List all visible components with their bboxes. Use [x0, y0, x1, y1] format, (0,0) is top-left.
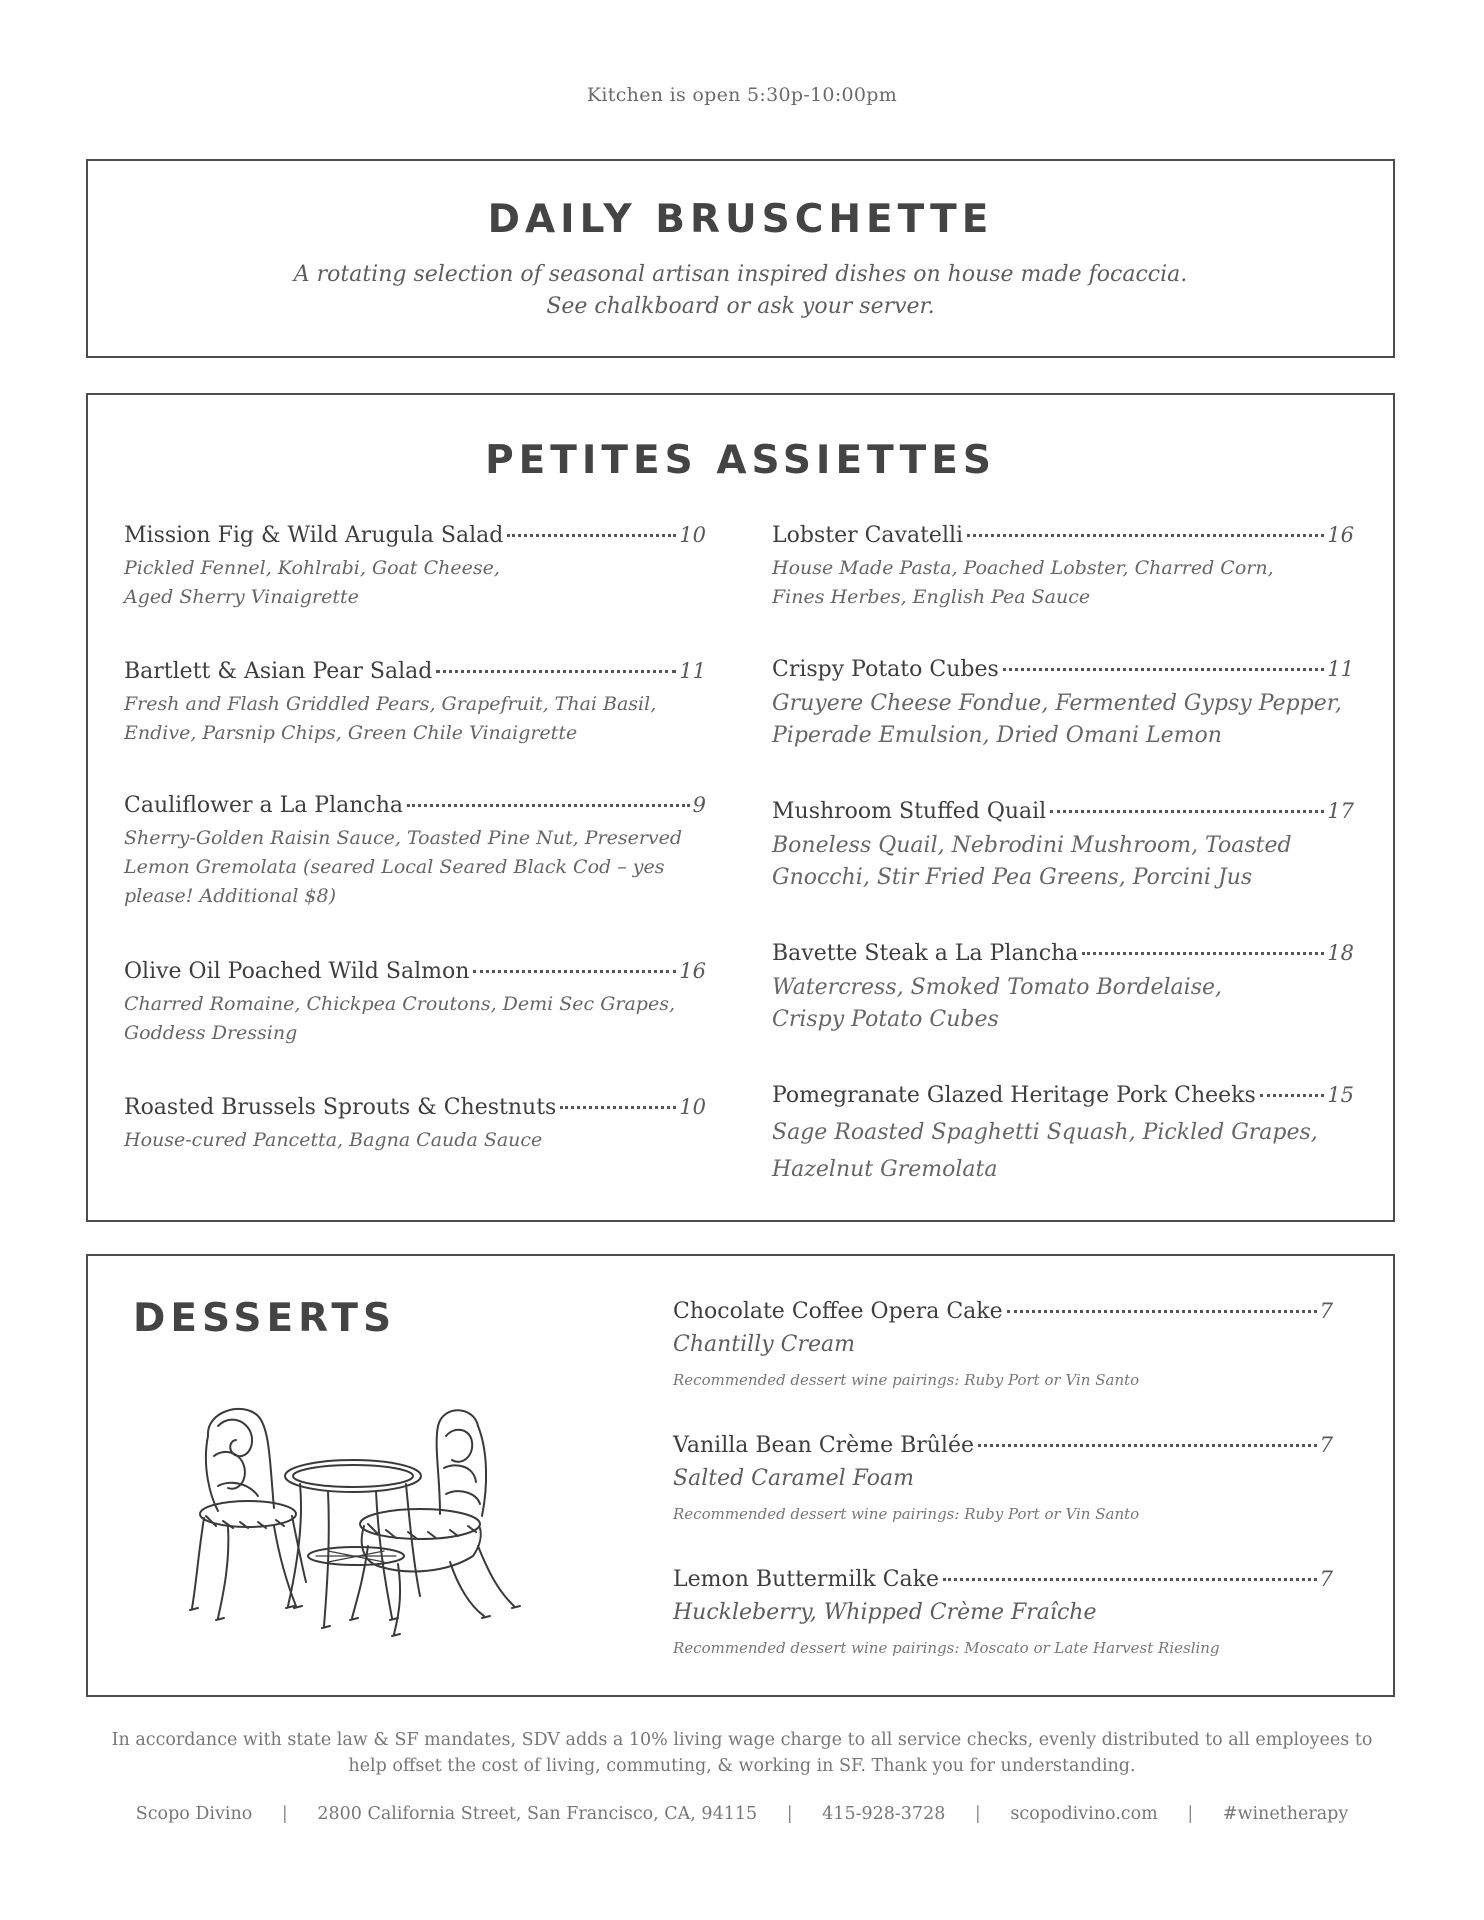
bruschette-title: DAILY BRUSCHETTE	[487, 197, 994, 242]
description-line: Aged Sherry Vinaigrette	[124, 586, 359, 608]
menu-item-price: 11	[1327, 657, 1354, 681]
menu-item-name: Cauliflower a La Plancha	[124, 793, 404, 818]
description-line: Gruyere Cheese Fondue, Fermented Gypsy Pepper,	[772, 691, 1342, 716]
contact-bar	[0, 1804, 1484, 1824]
menu-item-price: 15	[1327, 1083, 1354, 1107]
description-line: Sage Roasted Spaghetti Squash, Pickled Grapes,	[772, 1120, 1318, 1145]
menu-item	[772, 796, 1354, 894]
description-line: Boneless Quail, Nebrodini Mushroom, Toasted	[772, 833, 1292, 858]
menu-item-description	[124, 990, 706, 1048]
phone-number[interactable]: 415-928-3728	[822, 1804, 946, 1824]
note-line: help offset the cost of living, commuting, & working in SF. Thank you for understanding.	[348, 1756, 1136, 1776]
menu-item-name: Bavette Steak a La Plancha	[772, 941, 1079, 966]
menu-item-price: 9	[692, 793, 706, 817]
petites-title: PETITES ASSIETTES	[485, 438, 996, 483]
address: 2800 California Street, San Francisco, CA, 94115	[317, 1804, 758, 1824]
separator: |	[786, 1804, 793, 1824]
menu-item-description	[124, 554, 706, 612]
wine-pairing: Recommended dessert wine pairings: Moscato or Late Harvest Riesling	[673, 1639, 1220, 1657]
menu-item	[772, 520, 1354, 612]
hashtag: #winetherapy	[1222, 1804, 1349, 1824]
menu-item-price: 10	[679, 523, 706, 547]
desserts-title: DESSERTS	[133, 1296, 397, 1341]
dessert-price: 7	[1319, 1433, 1333, 1457]
menu-item-description	[124, 690, 706, 748]
leader-dots	[473, 970, 676, 973]
description-line: House-cured Pancetta, Bagna Cauda Sauce	[124, 1129, 543, 1151]
menu-item	[124, 956, 706, 1048]
menu-item-description	[124, 1126, 706, 1155]
dessert-accompaniment: Chantilly Cream	[673, 1332, 856, 1357]
menu-item-description	[772, 554, 1354, 612]
menu-item-name: Pomegranate Glazed Heritage Pork Cheeks	[772, 1083, 1256, 1108]
restaurant-name: Scopo Divino	[135, 1804, 253, 1824]
separator: |	[1187, 1804, 1194, 1824]
bruschette-section	[86, 159, 1395, 358]
bruschette-desc-line: See chalkboard or ask your server.	[546, 294, 935, 319]
dessert-name: Vanilla Bean Crème Brûlée	[673, 1433, 975, 1458]
description-line: Piperade Emulsion, Dried Omani Lemon	[772, 723, 1222, 748]
menu-item-price: 18	[1327, 941, 1354, 965]
dessert-price: 7	[1319, 1567, 1333, 1591]
desserts-section	[86, 1254, 1395, 1697]
leader-dots	[978, 1444, 1317, 1447]
menu-item-name: Bartlett & Asian Pear Salad	[124, 659, 433, 684]
description-line: Pickled Fennel, Kohlrabi, Goat Cheese,	[124, 557, 500, 579]
menu-item-description	[772, 688, 1354, 752]
leader-dots	[436, 670, 676, 673]
menu-item	[772, 654, 1354, 752]
menu-item-name: Roasted Brussels Sprouts & Chestnuts	[124, 1095, 557, 1120]
leader-dots	[1260, 1094, 1324, 1097]
wine-pairing: Recommended dessert wine pairings: Ruby Port or Vin Santo	[673, 1505, 1140, 1523]
menu-item-name: Olive Oil Poached Wild Salmon	[124, 959, 470, 984]
bruschette-desc-line: A rotating selection of seasonal artisan inspired dishes on house made focaccia.	[293, 262, 1188, 287]
menu-item-name: Crispy Potato Cubes	[772, 657, 999, 682]
bruschette-description	[88, 259, 1393, 323]
leader-dots	[1003, 668, 1324, 671]
description-line: Fines Herbes, English Pea Sauce	[772, 586, 1091, 608]
menu-item	[772, 938, 1354, 1036]
menu-item-name: Lobster Cavatelli	[772, 523, 964, 548]
separator: |	[974, 1804, 981, 1824]
description-line: Hazelnut Gremolata	[772, 1157, 998, 1182]
menu-item-description	[124, 824, 706, 911]
description-line: Endive, Parsnip Chips, Green Chile Vinaigrette	[124, 722, 578, 744]
dessert-item	[673, 1296, 1333, 1389]
menu-item	[124, 656, 706, 748]
petites-assiettes-section	[86, 393, 1395, 1222]
menu-item	[124, 790, 706, 911]
description-line: Gnocchi, Stir Fried Pea Greens, Porcini Jus	[772, 865, 1253, 890]
description-line: House Made Pasta, Poached Lobster, Charred Corn,	[772, 557, 1274, 579]
leader-dots	[967, 534, 1324, 537]
leader-dots	[1007, 1310, 1317, 1313]
leader-dots	[407, 804, 690, 807]
dessert-name: Chocolate Coffee Opera Cake	[673, 1299, 1003, 1324]
menu-item-name: Mushroom Stuffed Quail	[772, 799, 1047, 824]
leader-dots	[1050, 810, 1324, 813]
leader-dots	[560, 1106, 676, 1109]
note-line: In accordance with state law & SF mandates, SDV adds a 10% living wage charge to all service checks, evenly distributed to all employees to	[111, 1730, 1373, 1750]
description-line: Fresh and Flash Griddled Pears, Grapefruit, Thai Basil,	[124, 693, 657, 715]
dessert-accompaniment: Huckleberry, Whipped Crème Fraîche	[673, 1600, 1097, 1625]
website-link[interactable]: scopodivino.com	[1010, 1804, 1158, 1824]
leader-dots	[943, 1578, 1317, 1581]
description-line: Crispy Potato Cubes	[772, 1007, 999, 1032]
bistro-table-chairs-illustration	[188, 1396, 528, 1646]
dessert-accompaniment: Salted Caramel Foam	[673, 1466, 914, 1491]
menu-item	[124, 520, 706, 612]
description-line: Sherry-Golden Raisin Sauce, Toasted Pine Nut, Preserved	[124, 827, 683, 849]
menu-item-price: 17	[1327, 799, 1354, 823]
menu-item	[124, 1092, 706, 1155]
dessert-price: 7	[1319, 1299, 1333, 1323]
dessert-item	[673, 1430, 1333, 1523]
leader-dots	[507, 534, 676, 537]
menu-item-price: 16	[679, 959, 706, 983]
leader-dots	[1082, 952, 1324, 955]
menu-item-description	[772, 1114, 1354, 1188]
living-wage-note	[80, 1727, 1404, 1779]
menu-item-price: 16	[1327, 523, 1354, 547]
dessert-name: Lemon Buttermilk Cake	[673, 1567, 940, 1592]
menu-item-name: Mission Fig & Wild Arugula Salad	[124, 523, 504, 548]
description-line: Charred Romaine, Chickpea Croutons, Demi Sec Grapes,	[124, 993, 675, 1015]
dessert-item	[673, 1564, 1333, 1657]
menu-item	[772, 1080, 1354, 1188]
separator: |	[281, 1804, 288, 1824]
kitchen-hours: Kitchen is open 5:30p-10:00pm	[586, 84, 898, 106]
menu-item-description	[772, 972, 1354, 1036]
description-line: please! Additional $8)	[124, 885, 337, 907]
menu-item-price: 11	[679, 659, 706, 683]
description-line: Goddess Dressing	[124, 1022, 298, 1044]
description-line: Lemon Gremolata (seared Local Seared Black Cod – yes	[124, 856, 665, 878]
menu-item-price: 10	[679, 1095, 706, 1119]
description-line: Watercress, Smoked Tomato Bordelaise,	[772, 975, 1223, 1000]
wine-pairing: Recommended dessert wine pairings: Ruby Port or Vin Santo	[673, 1371, 1140, 1389]
menu-item-description	[772, 830, 1354, 894]
